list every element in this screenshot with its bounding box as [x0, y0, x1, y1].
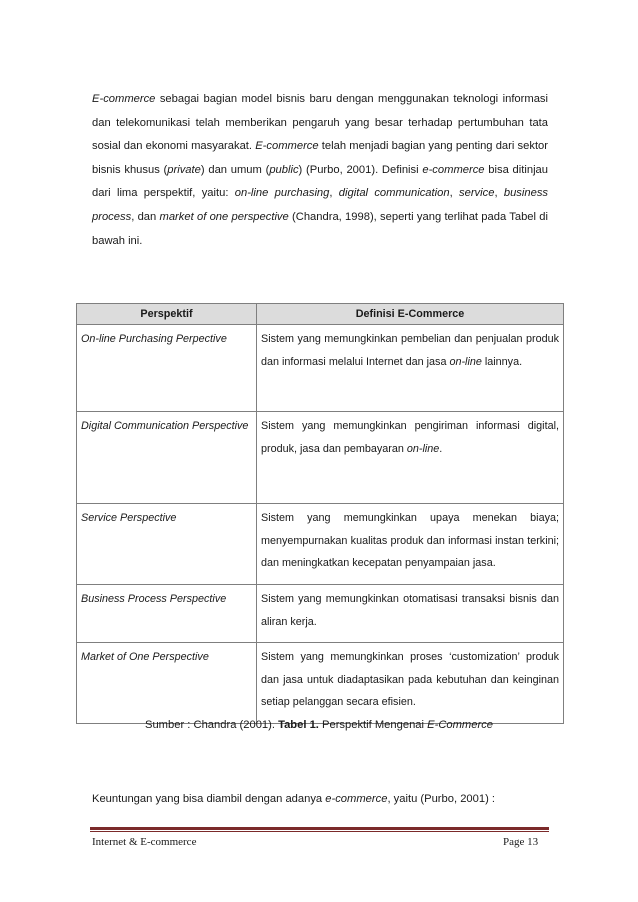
text-em: service — [459, 187, 495, 200]
text-run: ) dan umum ( — [200, 163, 270, 176]
text-em: E-commerce — [255, 140, 319, 153]
intro-paragraph — [92, 88, 548, 253]
definition-text: Sistem yang memungkinkan upaya menekan biaya; menyempurnakan kualitas produk dan informasi instan terkini; dan meningkatkan kecepatan penyampaian jasa. — [261, 512, 559, 569]
definition-cell — [257, 504, 564, 585]
definition-text: . — [439, 442, 443, 455]
text-em: on-line purchasing — [234, 187, 330, 200]
table-row — [77, 325, 564, 412]
text-em: market of one perspective — [159, 210, 289, 223]
closing-paragraph — [92, 793, 495, 805]
text-em: e-commerce — [422, 163, 485, 176]
definition-text: Sistem yang memungkinkan pengiriman informasi digital, produk, jasa dan pembayaran — [261, 420, 559, 455]
table-caption — [145, 719, 493, 731]
definition-cell — [257, 643, 564, 724]
header-definition: Definisi E-Commerce — [257, 304, 564, 325]
caption-title: Perspektif Mengenai — [318, 719, 428, 731]
text-run: , — [329, 187, 339, 200]
text-run: , dan — [131, 210, 160, 223]
text-em: E-commerce — [92, 93, 156, 105]
definition-text: Sistem yang memungkinkan pembelian dan penjualan produk dan informasi melalui Internet dan jasa — [261, 333, 559, 368]
table-header-row — [77, 304, 564, 325]
text-run: sebagai bagian model bisnis baru dengan menggunakan teknologi informasi dan telekomunikasi telah memberikan pengaruh yang besar terhadap pertumbuhan tata sosial dan ekonomi masyarakat. — [92, 93, 548, 153]
perspective-cell: Business Process Perspective — [77, 585, 257, 643]
perspective-cell: Digital Communication Perspective — [77, 412, 257, 504]
footer-rule-thin — [90, 831, 549, 832]
text-em: e-commerce — [325, 793, 388, 805]
perspective-table — [76, 303, 564, 724]
text-em: digital communication — [338, 187, 450, 200]
caption-source: Sumber : Chandra (2001). — [145, 719, 279, 731]
footer-page-number: Page 13 — [503, 836, 539, 848]
perspective-cell: On-line Purchasing Perpective — [77, 325, 257, 412]
text-em: business process — [92, 187, 549, 223]
footer-document-title: Internet & E-commerce — [92, 836, 197, 848]
definition-cell — [257, 412, 564, 504]
footer-rule-thick — [90, 827, 549, 830]
text-run: , — [494, 187, 504, 200]
definition-text: Sistem yang memungkinkan otomatisasi transaksi bisnis dan aliran kerja. — [261, 593, 559, 628]
table-row — [77, 504, 564, 585]
text-run: , — [449, 187, 459, 200]
perspective-cell: Market of One Perspective — [77, 643, 257, 724]
definition-text: lainnya. — [481, 355, 523, 368]
text-run: bisa ditinjau dari lima perspektif, yaitu: — [92, 163, 548, 200]
perspective-cell: Service Perspective — [77, 504, 257, 585]
caption-title-em: E-Commerce — [427, 719, 494, 731]
text-run: ) (Purbo, 2001). Definisi — [298, 163, 423, 176]
table-row — [77, 585, 564, 643]
text-run: Keuntungan yang bisa diambil dengan adanya — [92, 793, 326, 805]
text-em: private — [167, 163, 201, 176]
definition-cell — [257, 585, 564, 643]
text-run: telah menjadi bagian yang penting dari sektor bisnis khusus ( — [92, 140, 549, 176]
caption-label: Tabel 1. — [278, 719, 319, 731]
definition-em: on-line — [449, 355, 482, 368]
table-row — [77, 643, 564, 724]
definition-cell — [257, 325, 564, 412]
text-run: , yaitu (Purbo, 2001) : — [387, 793, 496, 805]
text-run: (Chandra, 1998), seperti yang terlihat pada Tabel di bawah ini. — [92, 210, 548, 247]
text-em: public — [269, 163, 299, 176]
definition-text: Sistem yang memungkinkan proses ‘customization’ produk dan jasa untuk diadaptasikan pada kebutuhan dan keinginan setiap pelanggan secara efisien. — [261, 651, 559, 708]
table-row — [77, 412, 564, 504]
header-perspective: Perspektif — [77, 304, 257, 325]
definition-em: on-line — [406, 442, 440, 455]
